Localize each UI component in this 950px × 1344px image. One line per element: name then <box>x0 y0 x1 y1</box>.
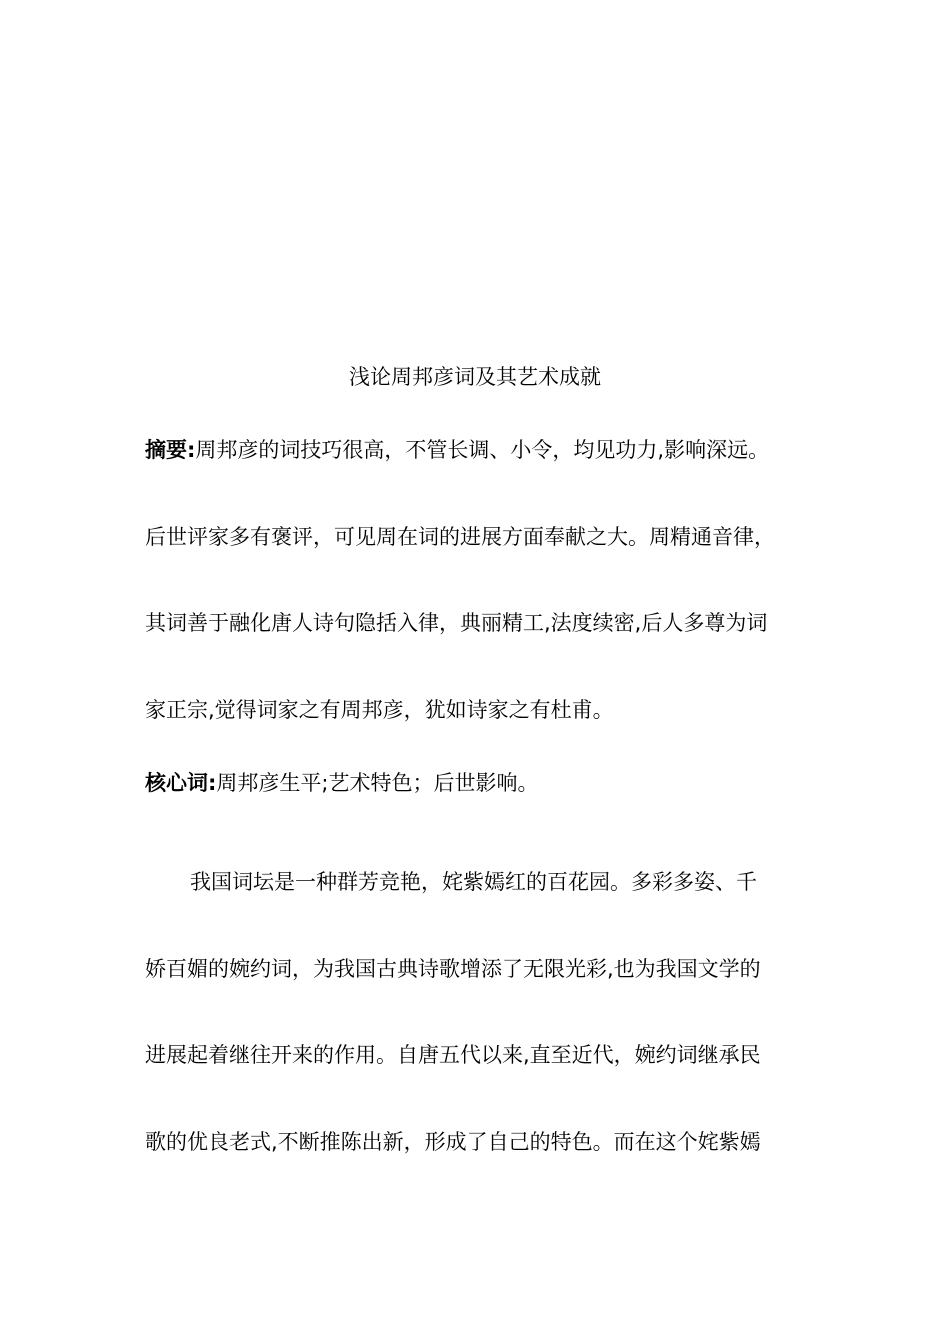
document-title: 浅论周邦彦词及其艺术成就 <box>349 365 601 389</box>
body-line-2: 娇百媚的婉约词，为我国古典诗歌增添了无限光彩,也为我国文学的 <box>145 957 761 981</box>
abstract-line-1 <box>145 434 769 466</box>
body-line-3: 进展起着继往开来的作用。自唐五代以来,直至近代，婉约词继承民 <box>145 1043 761 1067</box>
abstract-label: 摘要: <box>145 438 196 462</box>
abstract-text-1: 周邦彦的词技巧很高，不管长调、小令，均见功力,影响深远。 <box>195 438 770 462</box>
abstract-line-3: 其词善于融化唐人诗句隐括入律，典丽精工,法度续密,后人多尊为词 <box>145 611 768 635</box>
body-line-4: 歌的优良老式,不断推陈出新，形成了自己的特色。而在这个姹紫嫣 <box>145 1130 761 1154</box>
body-line-1: 我国词坛是一种群芳竞艳，姹紫嫣红的百花园。多彩多姿、千 <box>190 870 757 894</box>
keywords-line <box>145 767 538 799</box>
abstract-line-4: 家正宗,觉得词家之有周邦彦，犹如诗家之有杜甫。 <box>145 698 614 722</box>
keywords-text: 周邦彦生平;艺术特色；后世影响。 <box>216 771 539 795</box>
abstract-line-2: 后世评家多有褒评，可见周在词的进展方面奉献之大。周精通音律， <box>145 525 775 549</box>
keywords-label: 核心词: <box>145 771 217 795</box>
